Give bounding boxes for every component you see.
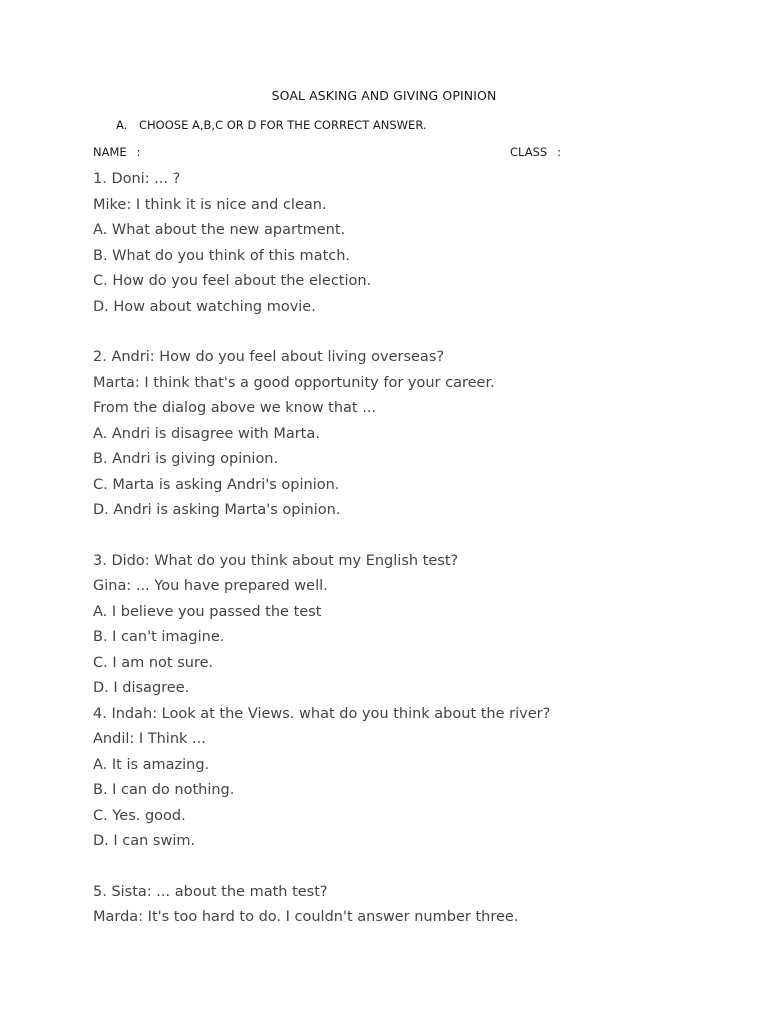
- class-colon: :: [557, 145, 562, 159]
- class-field-label: [510, 145, 561, 159]
- option-c: C. Yes. good.: [93, 807, 186, 824]
- instruction-text: CHOOSE A,B,C OR D FOR THE CORRECT ANSWER.: [139, 118, 427, 132]
- question-text: 2. Andri: How do you feel about living overseas?: [93, 349, 445, 365]
- question-1: [93, 170, 713, 323]
- option-b: B. I can't imagine.: [93, 629, 225, 645]
- name-label-text: NAME: [93, 145, 127, 159]
- option-c: C. I am not sure.: [93, 654, 214, 671]
- dialog-line: Gina: ... You have prepared well.: [93, 578, 328, 594]
- option-a: A. I believe you passed the test: [93, 603, 322, 620]
- question-text: 1. Doni: ... ?: [93, 171, 181, 187]
- question-prompt: From the dialog above we know that ...: [93, 400, 377, 416]
- option-a: A. Andri is disagree with Marta.: [93, 425, 320, 442]
- question-4: [93, 705, 713, 858]
- option-b: B. What do you think of this match.: [93, 247, 351, 264]
- question-5: [93, 883, 713, 934]
- dialog-line: Mike: I think it is nice and clean.: [93, 196, 327, 213]
- spacer: [93, 858, 713, 883]
- document-title: SOAL ASKING AND GIVING OPINION: [271, 88, 497, 103]
- dialog-line: Marta: I think that's a good opportunity for your career.: [93, 374, 495, 391]
- spacer: [93, 323, 713, 348]
- question-text: 5. Sista: ... about the math test?: [93, 883, 328, 900]
- dialog-line: Andil: I Think ...: [93, 731, 206, 747]
- name-field-label: [93, 145, 141, 159]
- question-list: [93, 170, 713, 934]
- question-3: [93, 552, 713, 705]
- option-d: D. Andri is asking Marta's opinion.: [93, 502, 341, 518]
- option-a: A. What about the new apartment.: [93, 222, 346, 238]
- dialog-line: Marda: It's too hard to do. I couldn't answer number three.: [93, 909, 519, 925]
- class-label-text: CLASS: [510, 145, 548, 159]
- option-c: C. How do you feel about the election.: [93, 273, 372, 289]
- spacer: [93, 527, 713, 552]
- question-2: [93, 348, 713, 527]
- option-d: D. I disagree.: [93, 680, 190, 696]
- instruction-line: [116, 118, 427, 132]
- option-b: B. I can do nothing.: [93, 782, 235, 798]
- option-b: B. Andri is giving opinion.: [93, 451, 279, 467]
- instruction-marker: A.: [116, 118, 128, 132]
- question-text: 3. Dido: What do you think about my English test?: [93, 552, 459, 569]
- option-d: D. I can swim.: [93, 833, 196, 849]
- name-colon: :: [136, 145, 141, 159]
- option-a: A. It is amazing.: [93, 756, 210, 773]
- option-c: C. Marta is asking Andri's opinion.: [93, 476, 340, 493]
- question-text: 4. Indah: Look at the Views. what do you think about the river?: [93, 705, 551, 722]
- option-d: D. How about watching movie.: [93, 298, 316, 315]
